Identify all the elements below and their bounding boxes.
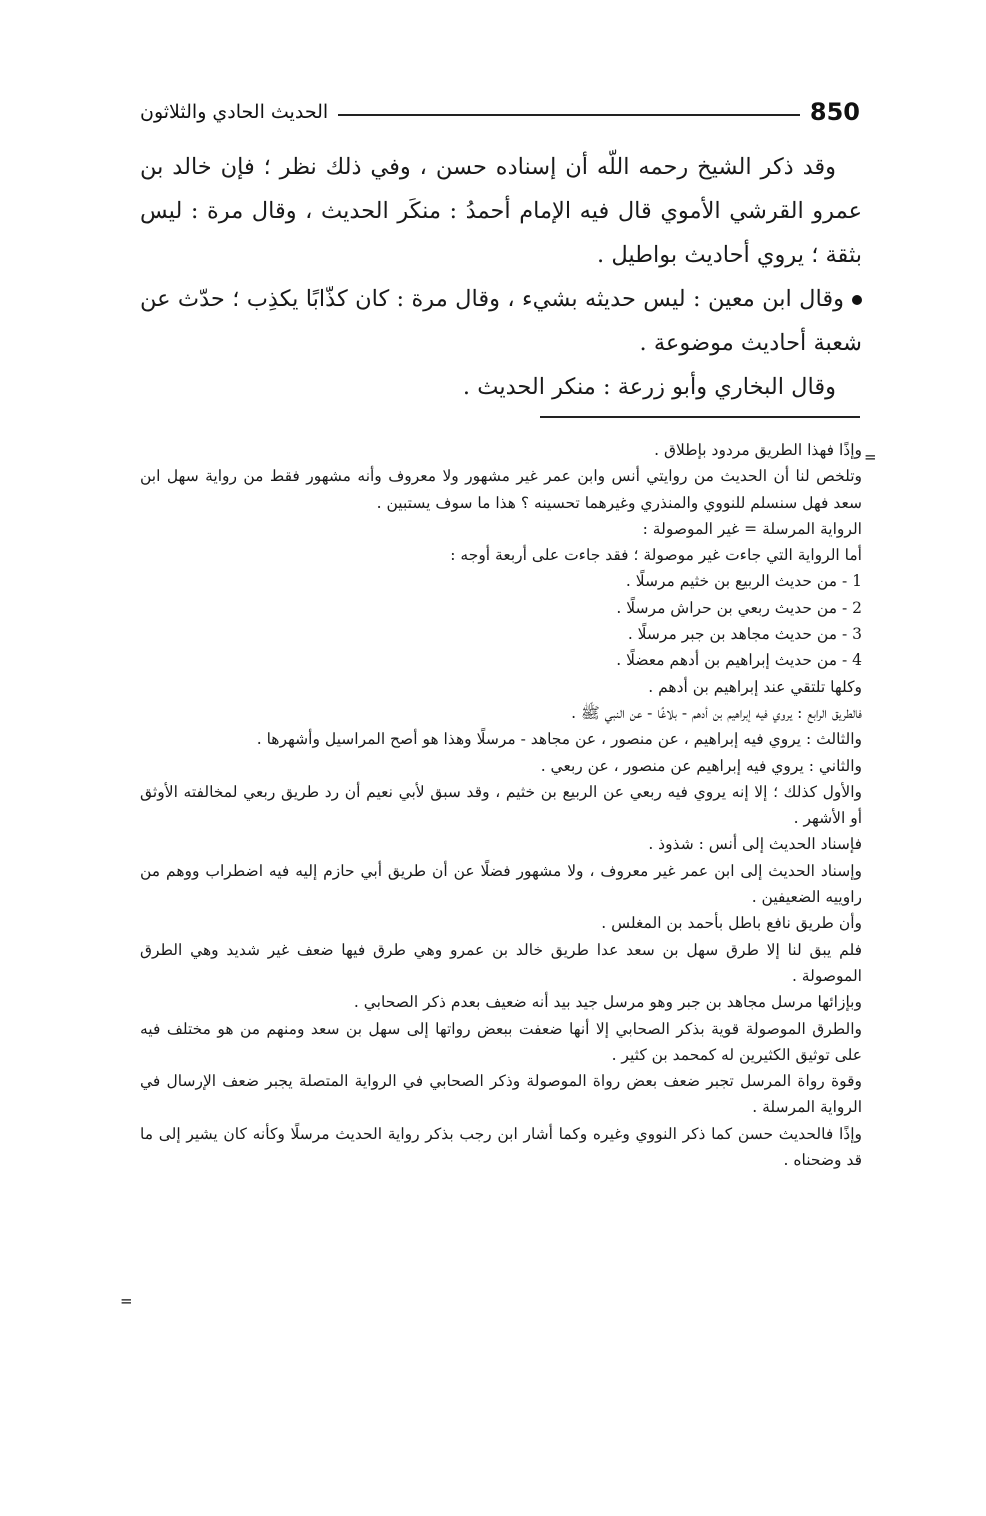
- header-rule: [338, 114, 800, 116]
- footnote-continuation-mark: =: [864, 448, 877, 466]
- footnote-list-item: 2 - من حديث ربعي بن حراش مرسلًا .: [616, 598, 862, 617]
- footnote-line: وأن طريق نافع باطل بأحمد بن المغلس .: [601, 914, 862, 933]
- main-paragraph: وقال البخاري وأبو زرعة : منكر الحديث .: [462, 374, 836, 400]
- footnote-line: فلم يبق لنا إلا طرق سهل بن سعد عدا طريق خالد بن عمرو وهي طرق فيها ضعف غير شديد وهي الطرق الموصولة .: [140, 940, 862, 985]
- footnote-list-item: 3 - من حديث مجاهد بن جبر مرسلًا .: [627, 625, 862, 644]
- main-paragraph: وقد ذكر الشيخ رحمه اللّه أن إسناده حسن ، وفي ذلك نظر ؛ فإن خالد بن عمرو القرشي الأموي قال فيه الإمام أحمدُ : منكَر الحديث ، وقال مرة : ليس بثقة ؛ يروي أحاديث بواطيل .: [140, 154, 862, 268]
- main-text: [140, 145, 862, 409]
- footnote-separator: [540, 416, 860, 418]
- running-title: الحديث الحادي والثلاثون: [140, 101, 329, 123]
- bullet-icon: [852, 295, 862, 305]
- footnote-list-item: 4 - من حديث إبراهيم بن أدهم معضلًا .: [616, 651, 862, 670]
- footnote-line: وإسناد الحديث إلى ابن عمر غير معروف ، ولا مشهور فضلًا عن أن طريق أبي حازم إليه فيه اضطراب ووهم من راوييه الضعيفين .: [140, 861, 862, 907]
- footnote-line: وإذًا فالحديث حسن كما ذكر النووي وغيره وكما أشار ابن رجب بذكر رواية الحديث مرسلًا وكأنه كان يشير إلى ما قد وضحناه .: [140, 1124, 862, 1170]
- footnote-line: وكلها تلتقي عند إبراهيم بن أدهم .: [648, 677, 862, 696]
- footnote-line: وبإزائها مرسل مجاهد بن جبر وهو مرسل جيد بيد أنه ضعيف بعدم ذكر الصحابي .: [353, 993, 862, 1012]
- footnote-end-mark: =: [120, 1292, 133, 1310]
- page-header: [140, 92, 860, 132]
- main-paragraph-text: وقال ابن معين : ليس حديثه بشيء ، وقال مرة : كان كذّابًا يكذِب ؛ حدّث عن شعبة أحاديث موضوعة .: [140, 286, 862, 356]
- footnote-line: فالطريق الرابع : يروي فيه إبراهيم بن أدهم - بلاغًا - عن النبي ﷺ .: [571, 703, 862, 722]
- footnote-list-item: 1 - من حديث الربيع بن خثيم مرسلًا .: [625, 572, 862, 591]
- footnote-line: الرواية المرسلة = غير الموصولة :: [642, 519, 862, 538]
- footnote-line: والأول كذلك ؛ إلا إنه يروي فيه ربعي عن الربيع بن خثيم ، وقد سبق لأبي نعيم أن رد طريق ربعي لمخالفته الأوثق أو الأشهر .: [140, 782, 862, 828]
- footnote-line: فإسناد الحديث إلى أنس : شذوذ .: [648, 835, 862, 854]
- main-paragraph-bulleted: [140, 277, 862, 365]
- footnote-line: وتلخص لنا أن الحديث من روايتي أنس وابن عمر غير مشهور ولا معروف وأنه مشهور فقط من رواية سهل ابن سعد فهل سنسلم للنووي والمنذري وغيرهما تحسينه ؟ هذا ما سوف يستبين .: [140, 467, 862, 512]
- footnote: [140, 437, 862, 1173]
- footnote-line: والطرق الموصولة قوية بذكر الصحابي إلا أنها ضعفت ببعض رواتها إلى سهل بن سعد ومنهم من هو مختلف فيه على توثيق الكثيرين له كمحمد بن كثير .: [140, 1019, 862, 1064]
- page-number: 850: [809, 98, 860, 126]
- footnote-line: أما الرواية التي جاءت غير موصولة ؛ فقد جاءت على أربعة أوجه :: [450, 546, 862, 565]
- footnote-line: والثاني : يروي فيه إبراهيم عن منصور ، عن ربعي .: [540, 756, 862, 775]
- footnote-line: وإذًا فهذا الطريق مردود بإطلاق .: [654, 441, 862, 459]
- footnote-line: والثالث : يروي فيه إبراهيم ، عن منصور ، عن مجاهد - مرسلًا وهذا هو أصح المراسيل وأشهرها .: [256, 730, 862, 749]
- footnote-line: وقوة رواة المرسل تجبر ضعف بعض رواة الموصولة وذكر الصحابي في الرواية المتصلة يجبر ضعف الإرسال في الرواية المرسلة .: [140, 1072, 862, 1117]
